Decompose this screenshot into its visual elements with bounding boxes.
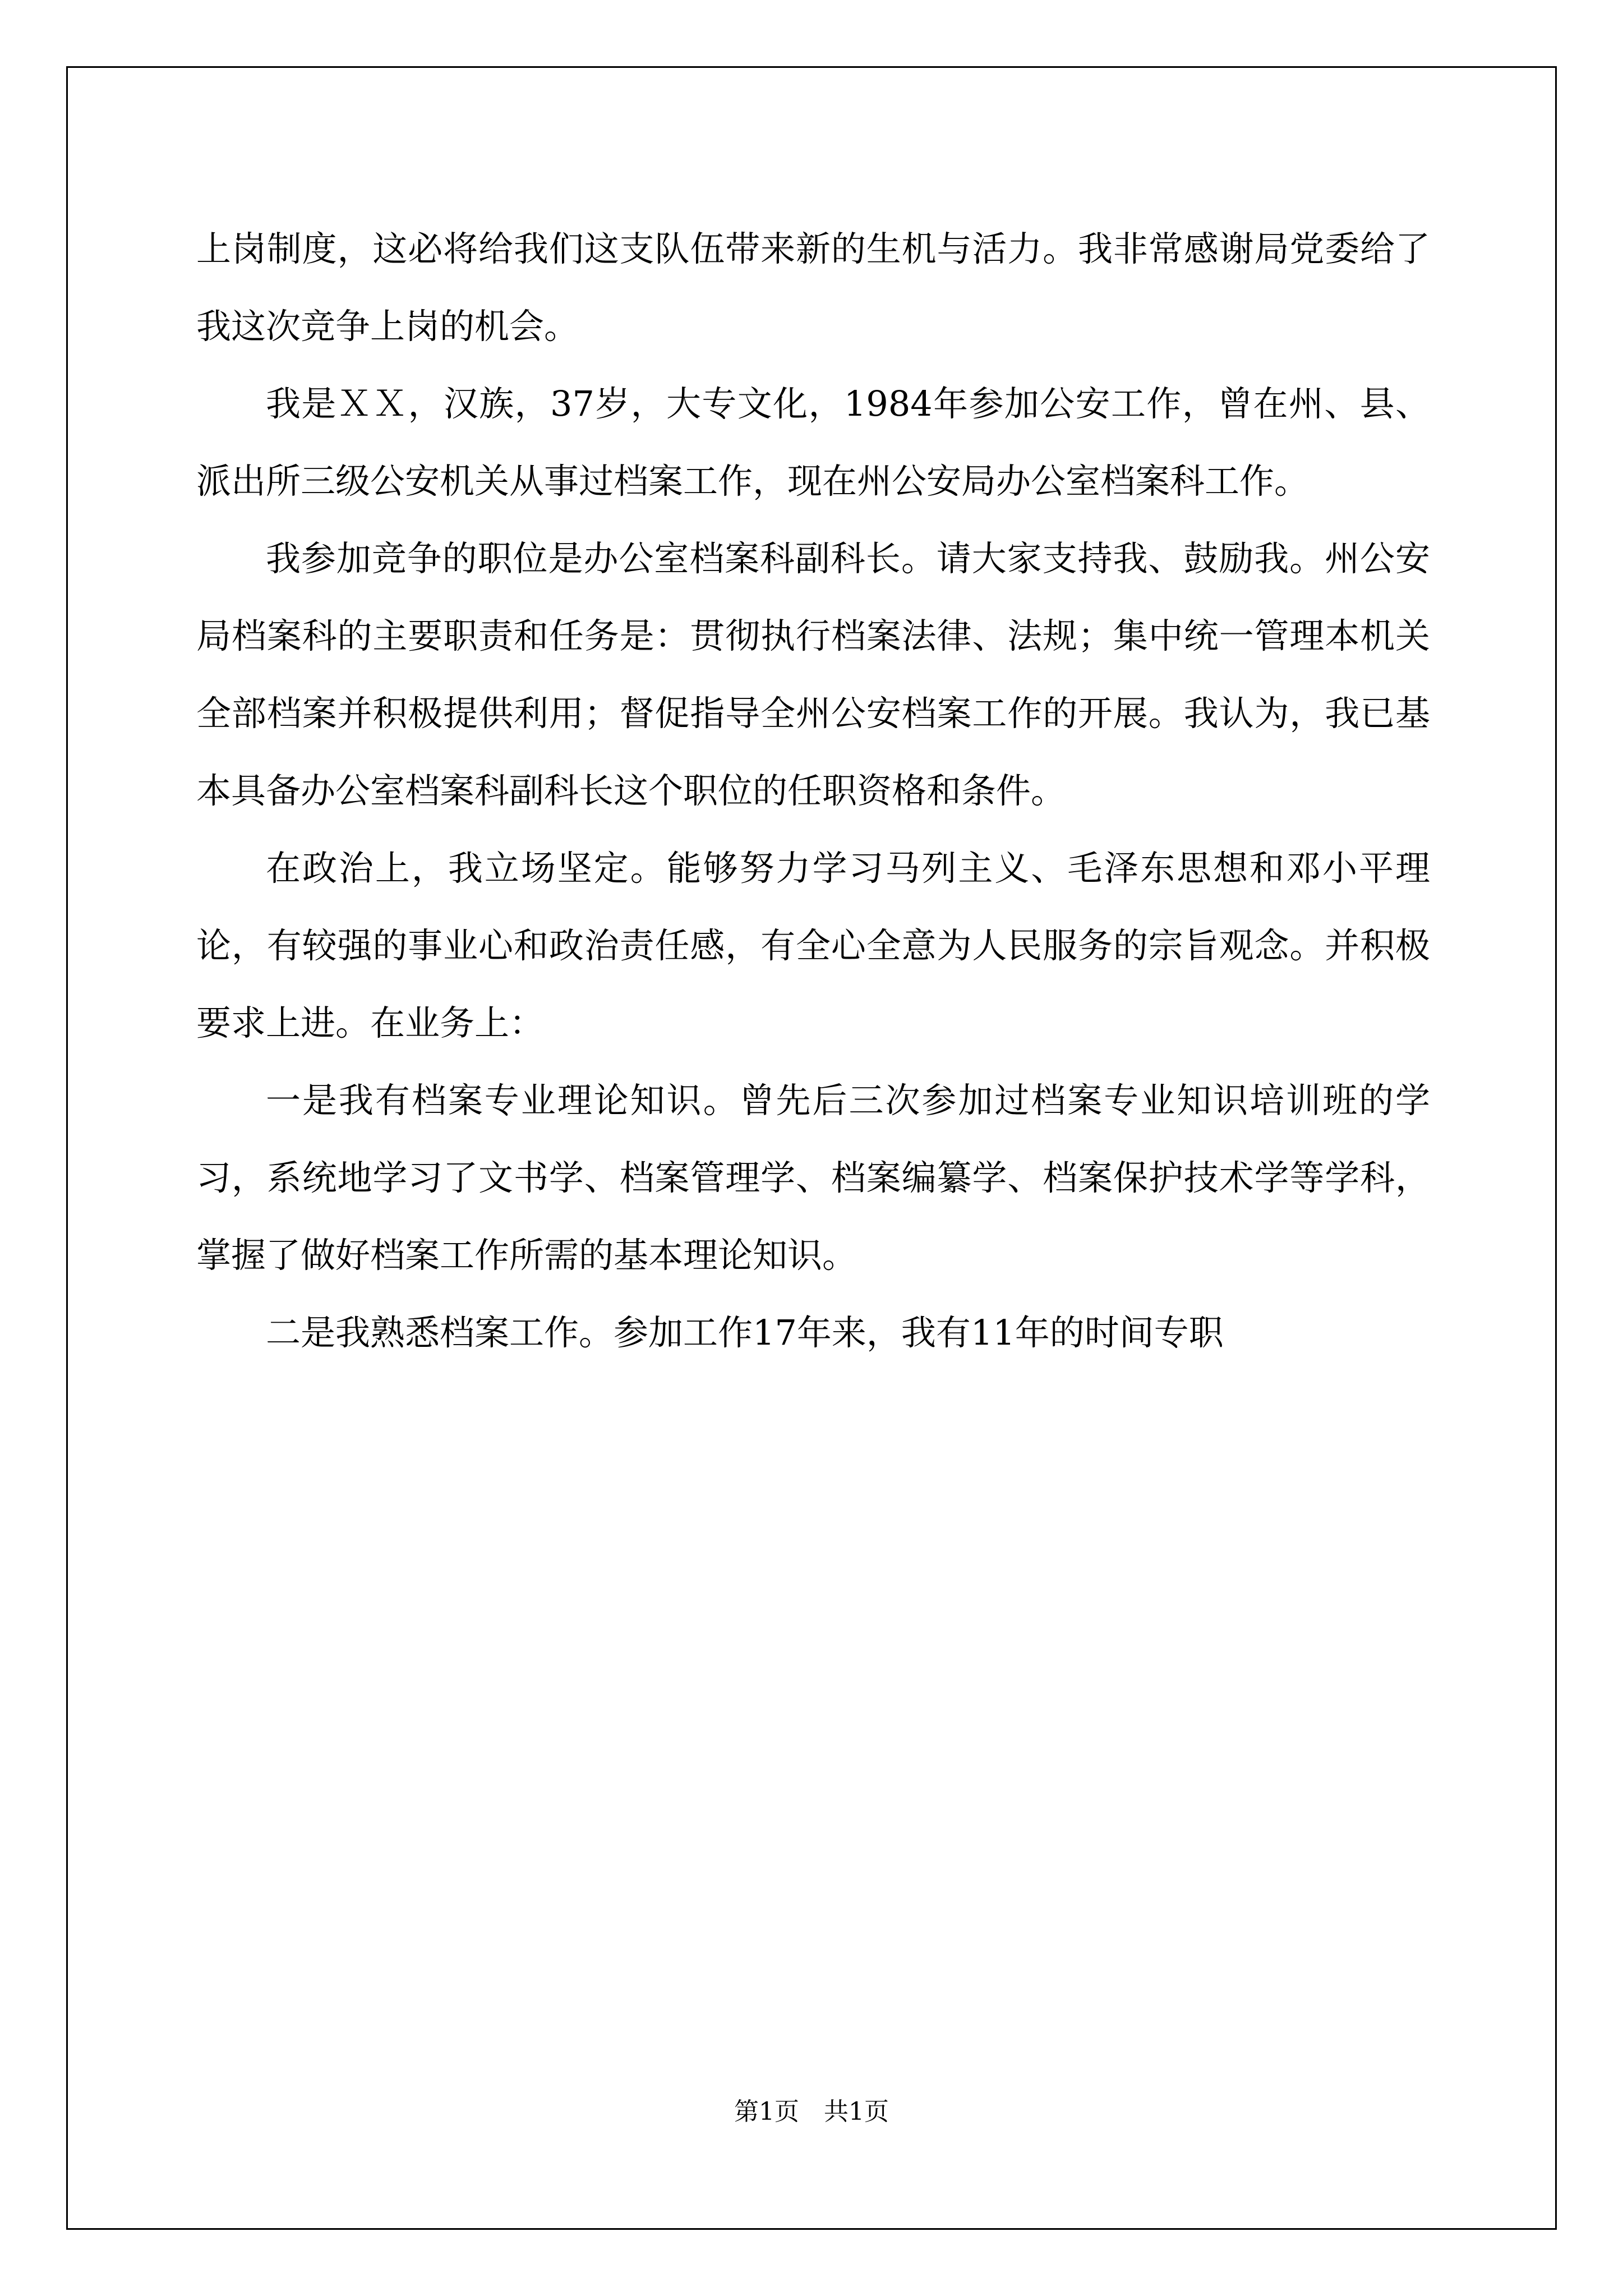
paragraph-4: 在政治上，我立场坚定。能够努力学习马列主义、毛泽东思想和邓小平理论，有较强的事业心和政治责任感，有全心全意为人民服务的宗旨观念。并积极要求上进。在业务上：	[196, 848, 1430, 1043]
paragraph-1: 上岗制度，这必将给我们这支队伍带来新的生机与活力。我非常感谢局党委给了我这次竞争上岗的机会。	[196, 228, 1430, 347]
document-body	[196, 210, 1430, 1372]
paragraph-2: 我是ＸＸ，汉族，37岁，大专文化，1984年参加公安工作，曾在州、县、派出所三级公安机关从事过档案工作，现在州公安局办公室档案科工作。	[196, 383, 1430, 501]
paragraph-6: 二是我熟悉档案工作。参加工作17年来，我有11年的时间专职	[266, 1312, 1224, 1353]
page-number-footer: 第1页 共1页	[734, 2097, 889, 2126]
paragraph-3: 我参加竞争的职位是办公室档案科副科长。请大家支持我、鼓励我。州公安局档案科的主要职责和任务是：贯彻执行档案法律、法规；集中统一管理本机关全部档案并积极提供利用；督促指导全州公安档案工作的开展。我认为，我已基本具备办公室档案科副科长这个职位的任职资格和条件。	[196, 538, 1430, 811]
paragraph-5: 一是我有档案专业理论知识。曾先后三次参加过档案专业知识培训班的学习，系统地学习了文书学、档案管理学、档案编纂学、档案保护技术学等学科，掌握了做好档案工作所需的基本理论知识。	[196, 1080, 1430, 1276]
